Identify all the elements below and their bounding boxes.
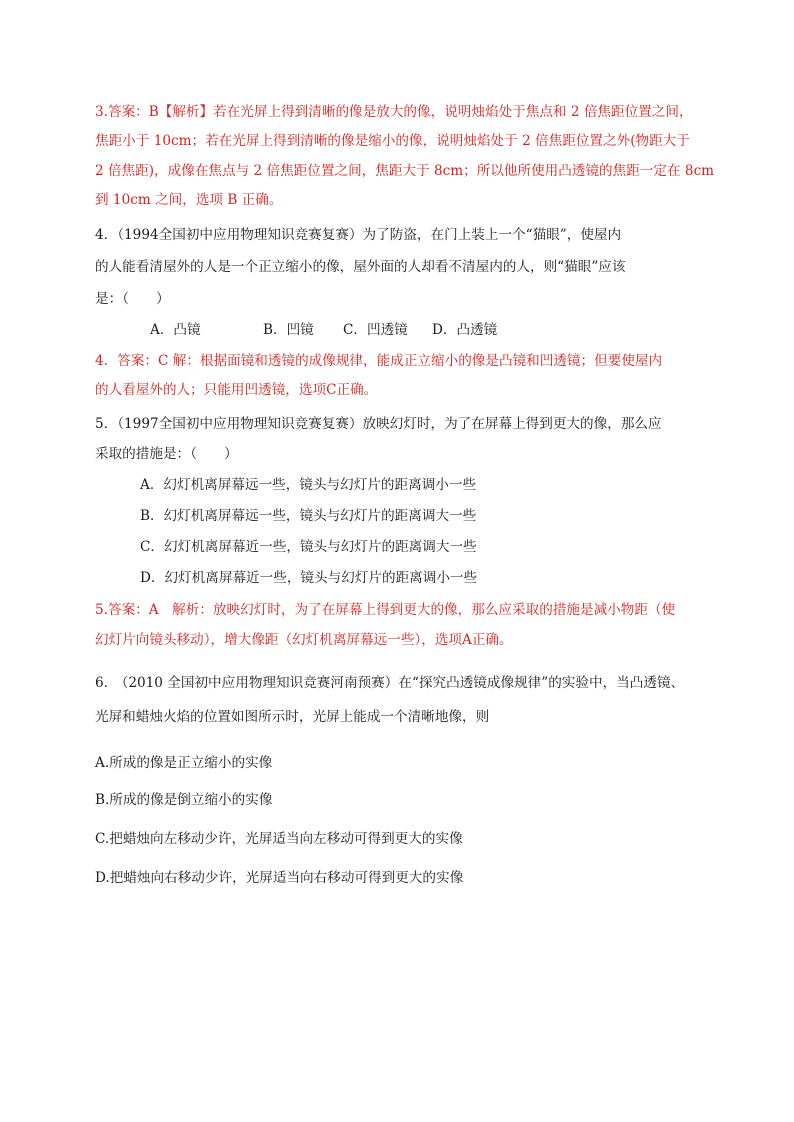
q6-option-d: D.把蜡烛向右移动少许，光屏适当向右移动可得到更大的实像: [95, 870, 464, 886]
q4-option-b: B．凹镜: [263, 322, 314, 338]
q4-option-c: C．凹透镜: [343, 322, 408, 338]
q5-option-b: B．幻灯机离屏幕远一些，镜头与幻灯片的距离调大一些: [140, 508, 477, 524]
q5-answer-line-2: 幻灯片向镜头移动），增大像距（幻灯机离屏幕远一些），选项A正确。: [95, 632, 513, 648]
q5-stem-line-1: 5．（1997全国初中应用物理知识竞赛复赛）放映幻灯时，为了在屏幕上得到更大的像，那么应: [95, 416, 662, 432]
q4-answer-line-2: 的人看屋外的人；只能用凹透镜，选项C正确。: [95, 382, 378, 398]
q4-stem-line-2: 的人能看清屋外的人是一个正立缩小的像，屋外面的人却看不清屋内的人，则“猫眼”应该: [95, 259, 626, 275]
q4-answer-line-1: 4．答案：C 解：根据面镜和透镜的成像规律，能成正立缩小的像是凸镜和凹透镜；但要使屋内: [95, 353, 663, 369]
q3-answer-line-2: 焦距小于 10cm；若在光屏上得到清晰的像是缩小的像，说明烛焰处于 2 倍焦距位置之外(物距大于: [95, 133, 690, 149]
q5-stem-line-2: 采取的措施是：（ ）: [95, 446, 238, 462]
q3-answer-line-1: 3.答案：B【解析】若在光屏上得到清晰的像是放大的像，说明烛焰处于焦点和 2 倍焦距位置之间，: [95, 104, 693, 120]
q5-option-a: A．幻灯机离屏幕远一些，镜头与幻灯片的距离调小一些: [140, 477, 477, 493]
q5-option-d: D．幻灯机离屏幕近一些，镜头与幻灯片的距离调小一些: [140, 570, 478, 586]
q4-stem-line-3: 是：（ ）: [95, 291, 170, 307]
q6-option-c: C.把蜡烛向左移动少许，光屏适当向左移动可得到更大的实像: [95, 831, 463, 847]
q3-answer-line-4: 到 10cm 之间，选项 B 正确。: [95, 192, 283, 208]
q6-stem-line-1: 6. （2010 全国初中应用物理知识竞赛河南预赛）在“探究凸透镜成像规律”的实验中，当凸透镜、: [95, 675, 685, 691]
q6-stem-line-2: 光屏和蜡烛火焰的位置如图所示时，光屏上能成一个清晰地像，则: [95, 709, 490, 725]
q4-stem-line-1: 4．（1994全国初中应用物理知识竞赛复赛）为了防盗，在门上装上一个“猫眼”，使屋内: [95, 227, 622, 243]
q5-answer-line-1: 5.答案：A 解析：放映幻灯时，为了在屏幕上得到更大的像，那么应采取的措施是减小物距（使: [95, 602, 676, 618]
q6-option-b: B.所成的像是倒立缩小的实像: [95, 792, 273, 808]
q4-option-a: A．凸镜: [150, 322, 201, 338]
q5-option-c: C．幻灯机离屏幕近一些，镜头与幻灯片的距离调大一些: [140, 539, 477, 555]
q4-option-d: D．凸透镜: [432, 322, 498, 338]
q6-option-a: A.所成的像是正立缩小的实像: [95, 755, 273, 771]
q3-answer-line-3: 2 倍焦距)，成像在焦点与 2 倍焦距位置之间，焦距大于 8cm；所以他所使用凸透镜的焦距一定在 8cm: [95, 163, 715, 179]
